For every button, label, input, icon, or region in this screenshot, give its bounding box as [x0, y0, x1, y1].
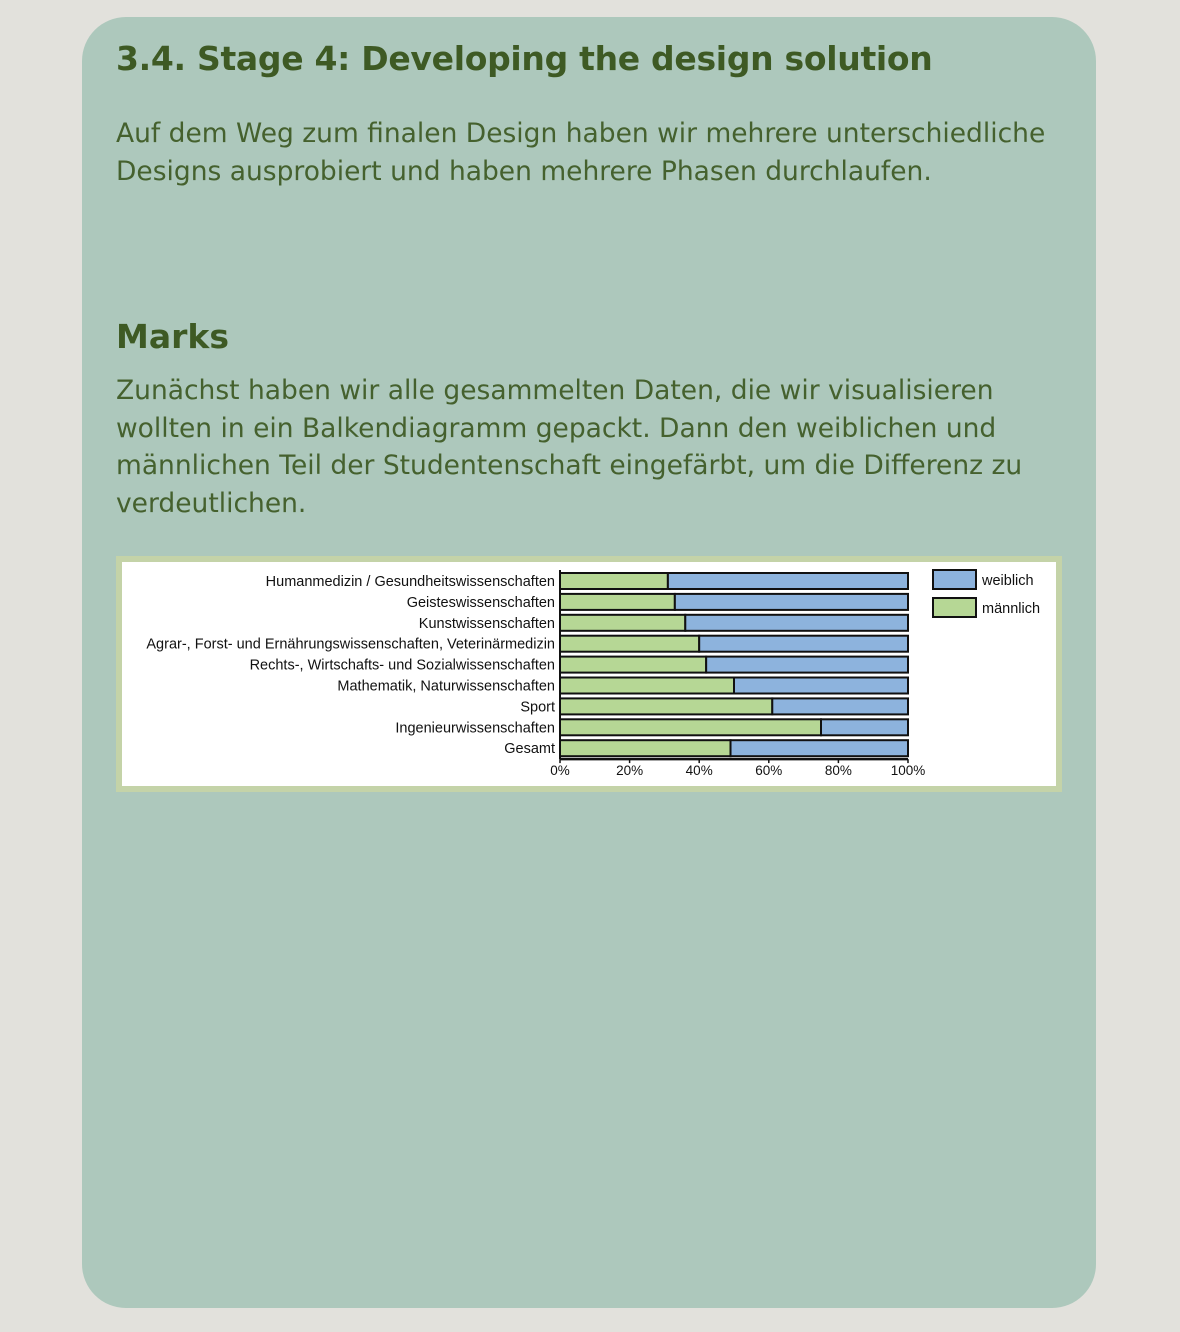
bar-weiblich-4: [706, 657, 908, 673]
bar-maennlich-6: [560, 698, 772, 714]
bar-weiblich-0: [668, 573, 908, 589]
bar-weiblich-3: [699, 636, 908, 652]
category-label: Geisteswissenschaften: [406, 594, 555, 611]
chart-figure: [116, 556, 1062, 792]
bar-weiblich-6: [772, 698, 908, 714]
stacked-bar-chart: [122, 562, 1056, 786]
bar-maennlich-1: [560, 594, 675, 610]
bar-weiblich-1: [675, 594, 908, 610]
bar-maennlich-8: [560, 740, 731, 756]
bar-maennlich-7: [560, 719, 821, 735]
content-card: [82, 17, 1096, 1308]
marks-heading: Marks: [116, 317, 229, 356]
bar-weiblich-2: [685, 615, 908, 631]
bar-weiblich-8: [731, 740, 908, 756]
legend-swatch: [933, 598, 976, 617]
x-tick-label: 0%: [550, 763, 570, 779]
category-label: Sport: [520, 699, 555, 716]
marks-paragraph: Zunächst haben wir alle gesammelten Daten, die wir visualisieren wollten in ein Balkendiagramm gepackt. Dann den weiblichen und männlichen Teil der Studentenschaft eingefärbt, um die Differenz zu verdeutlichen.: [116, 375, 1023, 519]
category-label: Mathematik, Naturwissenschaften: [337, 678, 555, 695]
category-label: Kunstwissenschaften: [418, 615, 555, 632]
x-tick-label: 80%: [824, 763, 852, 779]
intro-paragraph: Auf dem Weg zum finalen Design haben wir mehrere unterschiedliche Designs ausprobiert und haben mehrere Phasen durchlaufen.: [116, 118, 1046, 187]
category-label: Ingenieurwissenschaften: [395, 720, 555, 737]
bar-weiblich-5: [734, 678, 908, 694]
bar-maennlich-0: [560, 573, 668, 589]
x-tick-label: 40%: [685, 763, 713, 779]
x-tick-label: 60%: [755, 763, 783, 779]
section-heading: 3.4. Stage 4: Developing the design solution: [116, 39, 933, 78]
legend-label: weiblich: [982, 573, 1034, 589]
bar-maennlich-2: [560, 615, 685, 631]
x-tick-label: 100%: [890, 763, 926, 779]
category-label: Gesamt: [504, 741, 555, 758]
bar-weiblich-7: [821, 719, 908, 735]
category-label: Humanmedizin / Gesundheitswissenschaften: [265, 574, 555, 590]
x-tick-label: 20%: [616, 763, 644, 779]
bar-maennlich-3: [560, 636, 699, 652]
bar-maennlich-5: [560, 678, 734, 694]
bar-maennlich-4: [560, 657, 706, 673]
legend-label: männlich: [982, 601, 1041, 617]
category-label: Rechts-, Wirtschafts- und Sozialwissenschaften: [249, 657, 555, 674]
category-label: Agrar-, Forst- und Ernährungswissenschaften, Veterinärmedizin: [146, 636, 555, 653]
legend-swatch: [933, 570, 976, 589]
